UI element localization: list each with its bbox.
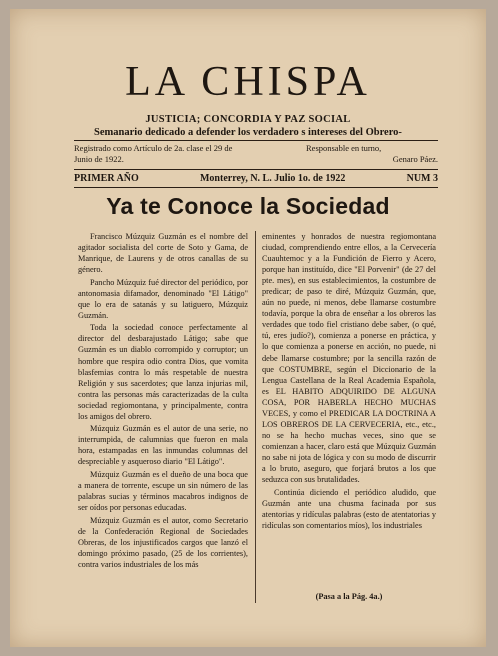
registration-note: Registrado como Artículo de 2a. clase el 29 de Junio de 1922. — [74, 143, 233, 164]
article-paragraph: Continúa diciendo el periódico aludido, que Guzmán ante una chusma facinada por sus atentorias y ridículas palabras (esto de atentatorias y ridículas son comentarios míos), los industriales — [262, 487, 436, 530]
header-rule — [74, 140, 438, 141]
issue-info-bar — [74, 173, 438, 184]
responsible-label: Responsable en turno, — [306, 143, 382, 153]
info-rule-bottom — [74, 187, 438, 188]
responsible-block — [292, 143, 452, 165]
info-rule-top — [74, 169, 438, 170]
issue-number: NUM 3 — [406, 173, 438, 184]
masthead-title: LA CHISPA — [125, 59, 371, 105]
article-paragraph: Toda la sociedad conoce perfectamente al director del desbarajustado Látigo; sabe que Guzmán es un diablo corrompido y corruptor; un hombre que respira odio contra Dios, que vomita blasfemias contra lo más respetable de nuestra Religión y sus sacerdotes; que lanza injurias mil, contra las personas más caracterizadas de la culta sociedad regiomontana, y principalmente, contra los amigos del obrero. — [78, 323, 248, 421]
article-paragraph: Francisco Múzquiz Guzmán es el nombre del agitador socialista del corte de Soto y Gama, de Manrique, de Laurens y de otros canallas de su género. — [78, 232, 248, 275]
article-paragraph: eminentes y honrados de nuestra regiomontana ciudad, comprendiendo entre ellos, a la Cervecería Cuauhtemoc y a la Fundición de Fierro y Acero, porque han instituído, dice "El Porvenir" (de 27 del pte. mes), en sus establecimientos, la costumbre de predicar; de paso te diré, Múzquiz Guzmán, que, aún no puede, ni menos, debe llamarse costumbre todavía, porque la obra de enseñar a los obreros las verdades que todo fiel cristiano debe saber, (o qué, tú, eres judío?), comienza a ponerse en práctica, y lo que comienza a ponerse en acción, no puede, ni debe llamarse costumbre; por la sencilla razón de que COSTUMBRE, según el Diccionario de la Lengua Castellana de la Real Academia Española, es EL HABITO ADQUIRIDO DE ALGUNA COSA, POR HABERLA HECHO MUCHAS VECES, y como el PREDICAR LA DOCTRINA A LOS OBREROS DE LA CERVECERIA, etc., etc., no se ha hecho muchas veces, sino que se comienzan a hacer, claro está que Múzquiz Guzmán no sabe ni jota de lógica y con su modo de discurrir a lo bruto, aseguro, que forjará brutos a los que seduzca con sus brutalidades. — [262, 232, 436, 485]
responsible-name: Genaro Páez. — [392, 154, 438, 164]
masthead-subtitle: Semanario dedicado a defender los verdadero s intereses del Obrero- — [94, 127, 402, 138]
article-column-left — [78, 231, 248, 571]
article-paragraph: Múzquiz Guzmán es el dueño de una boca que a manera de torrente, escupe un sin número de las palabras sucias y términos macabros indignos de ser oídos por personas educadas. — [78, 469, 248, 513]
article-paragraph: Múzquiz Guzmán es el autor, como Secretario de la Confederación Regional de Sociedades Obreras, de los injustificados cargos que lanzó el domingo próximo pasado, (25 de los corrientes), contra varios industriales de los más — [78, 515, 248, 569]
masthead-motto: JUSTICIA; CONCORDIA Y PAZ SOCIAL — [145, 114, 351, 125]
issue-year: PRIMER AÑO — [74, 173, 139, 184]
article-paragraph: Múzquiz Guzmán es el autor de una serie, no interrumpida, de calumnias que fueron en mala hora, estampadas en las inmundas columnas del despreciable y asqueroso diario "El Látigo". — [78, 424, 248, 467]
continued-note: (Pasa a la Pág. 4a.) — [315, 592, 383, 601]
article-paragraph: Pancho Múzquiz fué director del periódico, por antonomasia difamador, denominado "El Látigo" que lo era de satanás y su latiguero, Múzquiz Guzmán. — [78, 277, 248, 320]
issue-place-date: Monterrey, N. L. Julio 1o. de 1922 — [199, 173, 346, 184]
article-column-right — [262, 231, 436, 532]
column-divider — [255, 231, 256, 603]
article-headline: Ya te Conoce la Sociedad — [106, 193, 390, 219]
newspaper-page — [10, 9, 486, 647]
